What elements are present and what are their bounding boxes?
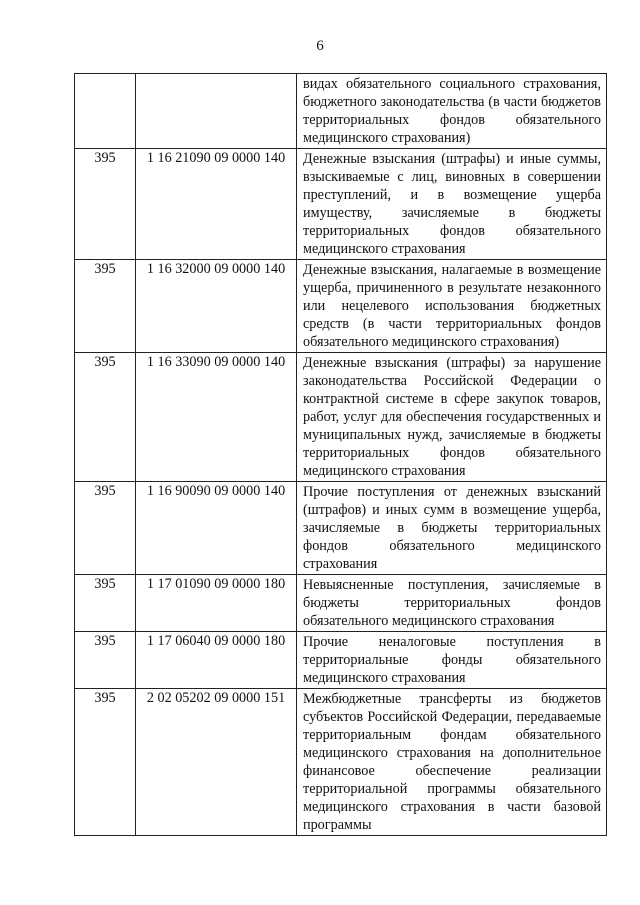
- page-number: 6: [316, 38, 324, 54]
- budget-classification-code-cell: 1 16 90090 09 0000 140: [136, 482, 297, 575]
- revenue-name-cell: Невыясненные поступления, зачисляемые в бюджеты территориальных фондов обязательного медицинского страхования: [297, 575, 607, 632]
- revenue-name-cell: Межбюджетные трансферты из бюджетов субъектов Российской Федерации, передаваемые территориальным фондам обязательного медицинского страхования на дополнительное финансовое обеспечение реализации территориальной программы обязательного медицинского страхования в части базовой программы: [297, 689, 607, 836]
- budget-classification-code-cell: 1 16 21090 09 0000 140: [136, 149, 297, 260]
- budget-classification-code-cell: 1 17 01090 09 0000 180: [136, 575, 297, 632]
- revenue-codes-table: [74, 73, 607, 836]
- budget-classification-code-cell: [136, 74, 297, 149]
- table-row: [75, 149, 607, 260]
- admin-code-cell: 395: [75, 149, 136, 260]
- admin-code-cell: 395: [75, 353, 136, 482]
- budget-classification-code-cell: 1 17 06040 09 0000 180: [136, 632, 297, 689]
- table-row: [75, 353, 607, 482]
- admin-code-cell: 395: [75, 689, 136, 836]
- admin-code-cell: 395: [75, 632, 136, 689]
- budget-classification-code-cell: 1 16 32000 09 0000 140: [136, 260, 297, 353]
- revenue-name-cell: Прочие неналоговые поступления в территориальные фонды обязательного медицинского страхования: [297, 632, 607, 689]
- revenue-name-cell: Прочие поступления от денежных взысканий (штрафов) и иных сумм в возмещение ущерба, зачисляемые в бюджеты территориальных фондов обязательного медицинского страхования: [297, 482, 607, 575]
- admin-code-cell: 395: [75, 575, 136, 632]
- table-row: [75, 689, 607, 836]
- budget-classification-code-cell: 1 16 33090 09 0000 140: [136, 353, 297, 482]
- admin-code-cell: [75, 74, 136, 149]
- revenue-name-cell: Денежные взыскания, налагаемые в возмещение ущерба, причиненного в результате незаконного или нецелевого использования бюджетных средств (в части территориальных фондов обязательного медицинского страхования): [297, 260, 607, 353]
- revenue-name-cell: Денежные взыскания (штрафы) за нарушение законодательства Российской Федерации о контрактной системе в сфере закупок товаров, работ, услуг для обеспечения государственных и муниципальных нужд, зачисляемые в бюджеты территориальных фондов обязательного медицинского страхования: [297, 353, 607, 482]
- revenue-name-cell: видах обязательного социального страхования, бюджетного законодательства (в части бюджетов территориальных фондов обязательного медицинского страхования): [297, 74, 607, 149]
- table-row: [75, 74, 607, 149]
- admin-code-cell: 395: [75, 482, 136, 575]
- table-row: [75, 260, 607, 353]
- budget-classification-code-cell: 2 02 05202 09 0000 151: [136, 689, 297, 836]
- table-row: [75, 575, 607, 632]
- revenue-name-cell: Денежные взыскания (штрафы) и иные суммы, взыскиваемые с лиц, виновных в совершении преступлений, и в возмещение ущерба имуществу, зачисляемые в бюджеты территориальных фондов обязательного медицинского страхования: [297, 149, 607, 260]
- table-row: [75, 482, 607, 575]
- table-row: [75, 632, 607, 689]
- admin-code-cell: 395: [75, 260, 136, 353]
